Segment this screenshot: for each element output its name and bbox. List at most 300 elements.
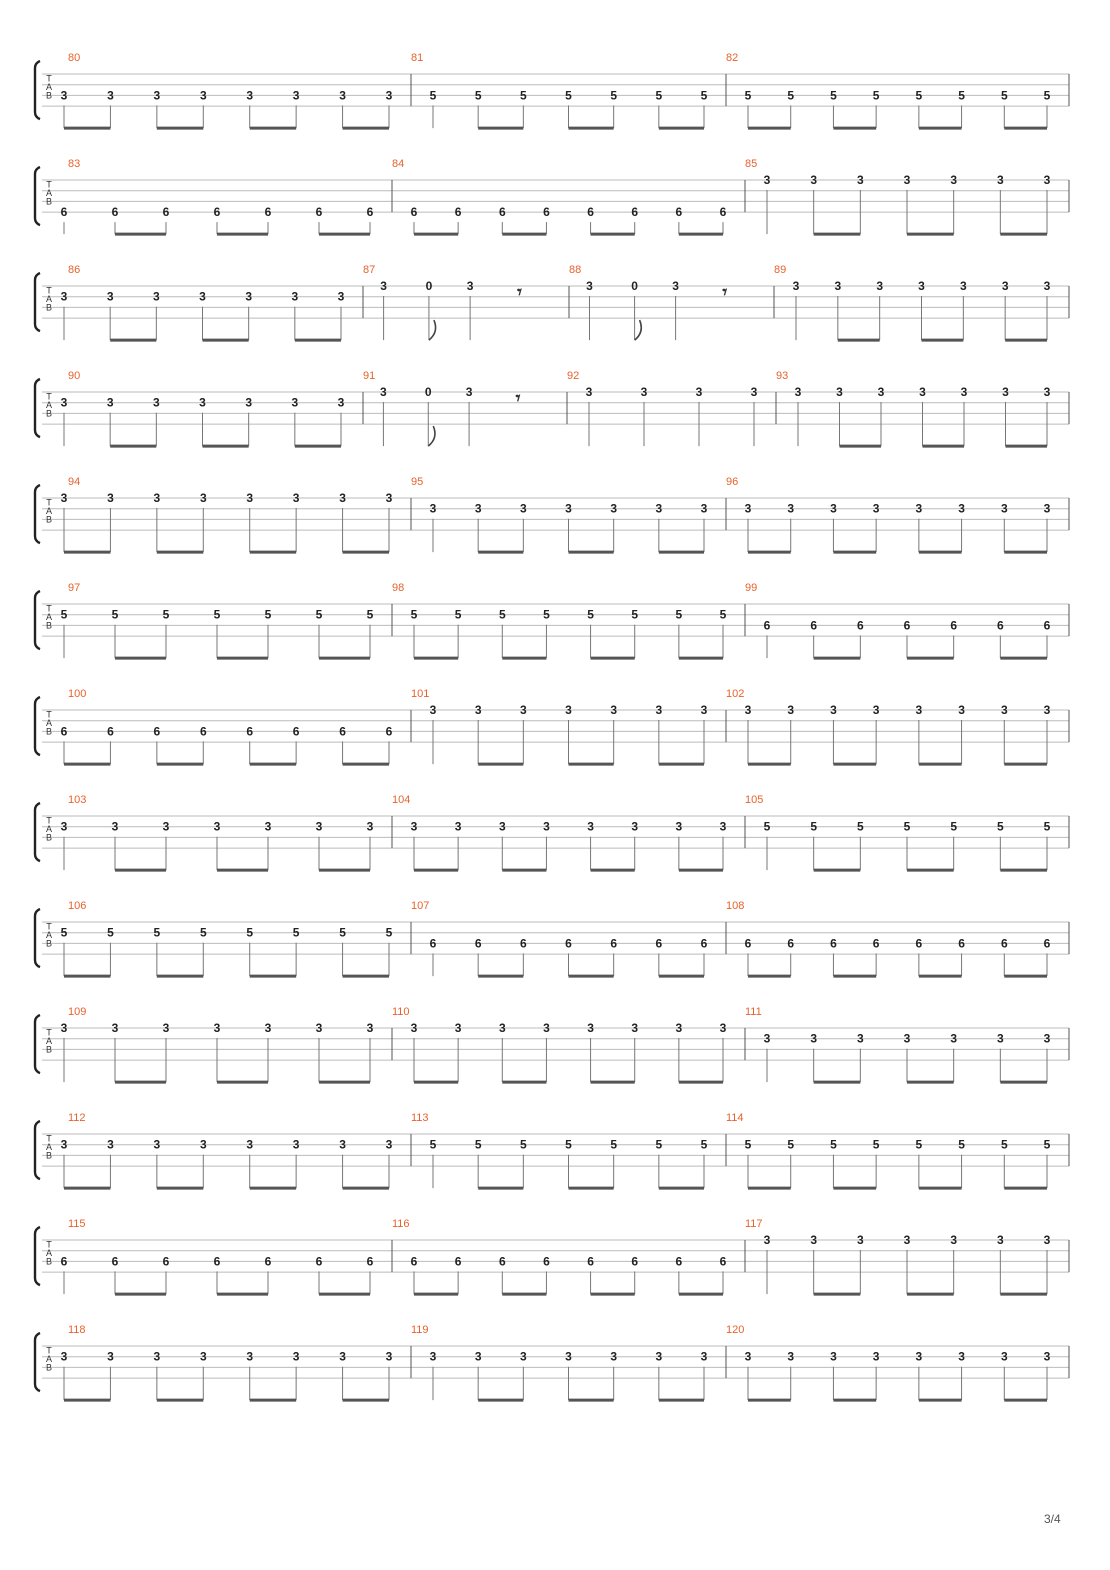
fret-number: 6 bbox=[339, 724, 346, 739]
system-bracket bbox=[35, 273, 40, 331]
tab-clef-letter: T bbox=[46, 709, 52, 720]
system-bracket bbox=[35, 167, 40, 225]
fret-number: 3 bbox=[1000, 501, 1008, 516]
fret-number: 5 bbox=[996, 819, 1004, 834]
fret-number: 3 bbox=[153, 1137, 161, 1152]
fret-number: 3 bbox=[60, 1021, 68, 1035]
fret-number: 3 bbox=[744, 703, 752, 717]
system-bracket bbox=[35, 803, 40, 861]
fret-number: 5 bbox=[856, 819, 864, 834]
tab-clef-letter: A bbox=[45, 506, 53, 516]
tab-clef-letter: B bbox=[45, 1150, 53, 1161]
fret-number: 6 bbox=[565, 936, 572, 951]
fret-number: 0 bbox=[424, 385, 432, 399]
fret-number: 6 bbox=[162, 1254, 170, 1269]
fret-number: 6 bbox=[111, 1254, 119, 1269]
fret-number: 5 bbox=[565, 1137, 572, 1152]
fret-number: 6 bbox=[315, 1254, 323, 1269]
system-bracket bbox=[35, 61, 40, 119]
fret-number: 5 bbox=[719, 607, 727, 622]
fret-number: 3 bbox=[1043, 1031, 1051, 1046]
fret-number: 3 bbox=[719, 819, 727, 834]
fret-number: 3 bbox=[810, 1233, 818, 1247]
fret-number: 5 bbox=[60, 925, 68, 940]
fret-number: 3 bbox=[213, 1021, 221, 1035]
measure-number: 119 bbox=[411, 1324, 429, 1336]
measure-number: 81 bbox=[411, 52, 424, 64]
fret-number: 3 bbox=[454, 819, 462, 834]
fret-number: 6 bbox=[587, 205, 594, 220]
tab-clef-letter: A bbox=[45, 930, 53, 940]
fret-number: 6 bbox=[744, 936, 752, 951]
system-bracket bbox=[35, 1333, 40, 1391]
fret-number: 3 bbox=[410, 1021, 418, 1035]
fret-number: 3 bbox=[744, 1349, 752, 1364]
fret-number: 3 bbox=[60, 289, 68, 304]
fret-number: 3 bbox=[199, 1349, 207, 1364]
measure-number: 95 bbox=[411, 476, 424, 488]
fret-number: 3 bbox=[655, 1349, 663, 1364]
fret-number: 6 bbox=[543, 1254, 550, 1269]
fret-number: 5 bbox=[830, 1137, 837, 1152]
fret-number: 5 bbox=[199, 925, 207, 940]
fret-number: 3 bbox=[339, 1137, 346, 1152]
tab-system bbox=[35, 900, 1069, 976]
tab-clef-letter: T bbox=[46, 1345, 52, 1356]
measure-number: 97 bbox=[68, 582, 81, 594]
note-flag bbox=[428, 426, 435, 446]
fret-number: 3 bbox=[1043, 501, 1051, 516]
fret-number: 3 bbox=[474, 703, 482, 717]
fret-number: 3 bbox=[1000, 703, 1008, 717]
fret-number: 3 bbox=[959, 279, 967, 293]
fret-number: 6 bbox=[429, 936, 437, 951]
eighth-rest: 𝄾 bbox=[722, 282, 728, 303]
fret-number: 3 bbox=[700, 703, 708, 717]
tab-clef-letter: B bbox=[45, 90, 53, 101]
measure-number: 106 bbox=[68, 900, 87, 912]
tab-clef-letter: B bbox=[45, 726, 53, 737]
fret-number: 3 bbox=[587, 819, 594, 834]
system-bracket bbox=[35, 485, 40, 543]
fret-number: 3 bbox=[246, 1137, 254, 1152]
fret-number: 3 bbox=[996, 1233, 1004, 1247]
fret-number: 3 bbox=[385, 1349, 393, 1364]
fret-number: 5 bbox=[543, 607, 550, 622]
tab-clef-letter: B bbox=[45, 832, 53, 843]
fret-number: 3 bbox=[750, 385, 758, 399]
tab-system bbox=[35, 582, 1069, 658]
system-bracket bbox=[35, 379, 40, 437]
fret-number: 3 bbox=[339, 491, 346, 505]
fret-number: 5 bbox=[744, 88, 752, 103]
system-bracket bbox=[35, 1227, 40, 1285]
note-flag bbox=[635, 320, 642, 340]
fret-number: 3 bbox=[763, 1031, 771, 1046]
tab-clef-letter: B bbox=[45, 196, 53, 207]
system-bracket bbox=[35, 1015, 40, 1073]
system-bracket bbox=[35, 1121, 40, 1179]
measure-number: 110 bbox=[392, 1006, 410, 1018]
fret-number: 5 bbox=[610, 88, 618, 103]
fret-number: 3 bbox=[958, 703, 965, 717]
fret-number: 3 bbox=[466, 279, 474, 293]
tab-clef-letter: B bbox=[45, 408, 53, 419]
fret-number: 5 bbox=[610, 1137, 618, 1152]
fret-number: 3 bbox=[744, 501, 752, 516]
fret-number: 3 bbox=[153, 491, 161, 505]
tab-clef-letter: B bbox=[45, 1362, 53, 1373]
fret-number: 3 bbox=[429, 703, 437, 717]
measure-number: 83 bbox=[68, 158, 81, 170]
fret-number: 3 bbox=[519, 703, 527, 717]
fret-number: 5 bbox=[700, 1137, 708, 1152]
fret-number: 6 bbox=[587, 1254, 594, 1269]
fret-number: 6 bbox=[1000, 936, 1008, 951]
system-bracket bbox=[35, 909, 40, 967]
tab-clef-letter: T bbox=[46, 179, 52, 190]
tab-system bbox=[35, 1006, 1069, 1082]
fret-number: 5 bbox=[213, 607, 221, 622]
fret-number: 3 bbox=[60, 1137, 68, 1152]
fret-number: 6 bbox=[519, 936, 527, 951]
fret-number: 3 bbox=[918, 279, 925, 293]
tab-clef-letter: A bbox=[45, 824, 53, 834]
fret-number: 3 bbox=[498, 1021, 506, 1035]
fret-number: 5 bbox=[111, 607, 119, 622]
fret-number: 3 bbox=[700, 1349, 708, 1364]
fret-number: 3 bbox=[111, 819, 119, 834]
fret-number: 6 bbox=[763, 618, 771, 633]
fret-number: 3 bbox=[339, 88, 346, 103]
fret-number: 5 bbox=[903, 819, 911, 834]
fret-number: 3 bbox=[996, 173, 1004, 187]
fret-number: 6 bbox=[872, 936, 880, 951]
fret-number: 3 bbox=[385, 88, 393, 103]
fret-number: 3 bbox=[586, 279, 593, 293]
fret-number: 3 bbox=[60, 395, 68, 410]
fret-number: 3 bbox=[246, 88, 254, 103]
fret-number: 5 bbox=[1043, 88, 1051, 103]
measure-number: 104 bbox=[392, 794, 411, 806]
fret-number: 5 bbox=[366, 607, 374, 622]
fret-number: 3 bbox=[919, 385, 926, 399]
fret-number: 3 bbox=[199, 395, 206, 410]
tab-clef-letter: A bbox=[45, 82, 53, 92]
fret-number: 6 bbox=[474, 936, 482, 951]
fret-number: 6 bbox=[810, 618, 818, 633]
fret-number: 3 bbox=[107, 1137, 114, 1152]
tab-clef-letter: T bbox=[46, 497, 52, 508]
fret-number: 3 bbox=[610, 1349, 618, 1364]
fret-number: 5 bbox=[872, 1137, 880, 1152]
fret-number: 3 bbox=[292, 88, 300, 103]
fret-number: 5 bbox=[153, 925, 161, 940]
fret-number: 3 bbox=[1043, 173, 1051, 187]
fret-number: 6 bbox=[292, 724, 300, 739]
fret-number: 6 bbox=[264, 205, 272, 220]
fret-number: 3 bbox=[429, 1349, 437, 1364]
fret-number: 3 bbox=[111, 1021, 119, 1035]
tab-clef-letter: T bbox=[46, 1027, 52, 1038]
eighth-rest: 𝄾 bbox=[517, 282, 522, 303]
fret-number: 5 bbox=[958, 1137, 965, 1152]
tab-clef-letter: A bbox=[45, 1354, 53, 1364]
fret-number: 6 bbox=[410, 205, 418, 220]
fret-number: 5 bbox=[246, 925, 254, 940]
fret-number: 6 bbox=[655, 936, 663, 951]
fret-number: 3 bbox=[519, 1349, 527, 1364]
tab-system bbox=[35, 52, 1069, 128]
fret-number: 3 bbox=[787, 703, 795, 717]
fret-number: 3 bbox=[337, 395, 345, 410]
fret-number: 3 bbox=[587, 1021, 594, 1035]
fret-number: 3 bbox=[856, 1233, 864, 1247]
fret-number: 6 bbox=[315, 205, 323, 220]
fret-number: 6 bbox=[498, 205, 506, 220]
fret-number: 3 bbox=[695, 385, 703, 399]
fret-number: 6 bbox=[903, 618, 911, 633]
fret-number: 3 bbox=[152, 395, 160, 410]
fret-number: 3 bbox=[245, 289, 253, 304]
measure-number: 114 bbox=[726, 1112, 744, 1124]
fret-number: 3 bbox=[950, 173, 958, 187]
fret-number: 3 bbox=[152, 289, 160, 304]
fret-number: 6 bbox=[856, 618, 864, 633]
fret-number: 6 bbox=[498, 1254, 506, 1269]
tab-clef-letter: B bbox=[45, 1256, 53, 1267]
fret-number: 3 bbox=[1043, 703, 1051, 717]
measure-number: 101 bbox=[411, 688, 430, 700]
fret-number: 3 bbox=[876, 279, 884, 293]
fret-number: 6 bbox=[454, 205, 462, 220]
fret-number: 5 bbox=[385, 925, 393, 940]
fret-number: 3 bbox=[834, 279, 842, 293]
fret-number: 5 bbox=[1000, 1137, 1008, 1152]
measure-number: 108 bbox=[726, 900, 745, 912]
fret-number: 3 bbox=[610, 501, 618, 516]
fret-number: 3 bbox=[107, 1349, 114, 1364]
fret-number: 3 bbox=[162, 819, 170, 834]
tab-system bbox=[35, 1324, 1069, 1400]
measure-number: 111 bbox=[745, 1006, 762, 1018]
fret-number: 5 bbox=[787, 88, 795, 103]
tab-clef-letter: A bbox=[45, 1142, 53, 1152]
tab-clef-letter: A bbox=[45, 294, 53, 304]
fret-number: 0 bbox=[631, 279, 638, 293]
fret-number: 5 bbox=[810, 819, 818, 834]
tab-system bbox=[35, 370, 1069, 446]
measure-number: 92 bbox=[567, 370, 580, 382]
fret-number: 3 bbox=[565, 501, 572, 516]
fret-number: 3 bbox=[410, 819, 418, 834]
fret-number: 3 bbox=[291, 395, 299, 410]
fret-number: 3 bbox=[465, 385, 473, 399]
eighth-rest: 𝄾 bbox=[515, 388, 521, 409]
measure-number: 112 bbox=[68, 1112, 86, 1124]
fret-number: 3 bbox=[655, 501, 663, 516]
tab-system bbox=[35, 1218, 1069, 1294]
fret-number: 3 bbox=[1043, 385, 1051, 399]
measure-number: 116 bbox=[392, 1218, 410, 1230]
fret-number: 3 bbox=[810, 173, 818, 187]
fret-number: 3 bbox=[380, 279, 387, 293]
measure-number: 102 bbox=[726, 688, 745, 700]
tab-clef-letter: T bbox=[46, 73, 52, 84]
fret-number: 5 bbox=[429, 1137, 437, 1152]
fret-number: 5 bbox=[830, 88, 837, 103]
fret-number: 5 bbox=[700, 88, 708, 103]
fret-number: 3 bbox=[903, 173, 911, 187]
fret-number: 5 bbox=[655, 88, 663, 103]
fret-number: 3 bbox=[950, 1031, 958, 1046]
measure-number: 85 bbox=[745, 158, 758, 170]
tab-system bbox=[35, 476, 1069, 552]
fret-number: 6 bbox=[213, 1254, 221, 1269]
fret-number: 3 bbox=[672, 279, 679, 293]
fret-number: 3 bbox=[872, 703, 880, 717]
fret-number: 3 bbox=[915, 1349, 923, 1364]
fret-number: 3 bbox=[366, 1021, 374, 1035]
fret-number: 3 bbox=[199, 289, 206, 304]
measure-number: 94 bbox=[68, 476, 81, 488]
fret-number: 3 bbox=[106, 395, 114, 410]
fret-number: 6 bbox=[199, 724, 207, 739]
fret-number: 5 bbox=[631, 607, 639, 622]
fret-number: 6 bbox=[830, 936, 837, 951]
note-flag bbox=[429, 320, 436, 340]
fret-number: 3 bbox=[292, 1349, 300, 1364]
fret-number: 3 bbox=[792, 279, 800, 293]
fret-number: 5 bbox=[60, 607, 68, 622]
fret-number: 3 bbox=[474, 501, 482, 516]
measure-number: 87 bbox=[363, 264, 376, 276]
measure-number: 98 bbox=[392, 582, 405, 594]
fret-number: 5 bbox=[565, 88, 572, 103]
fret-number: 6 bbox=[915, 936, 923, 951]
fret-number: 5 bbox=[915, 88, 923, 103]
tab-clef-letter: A bbox=[45, 612, 53, 622]
fret-number: 5 bbox=[587, 607, 594, 622]
fret-number: 3 bbox=[585, 385, 593, 399]
fret-number: 6 bbox=[60, 724, 68, 739]
fret-number: 6 bbox=[366, 205, 374, 220]
fret-number: 3 bbox=[474, 1349, 482, 1364]
fret-number: 6 bbox=[410, 1254, 418, 1269]
fret-number: 3 bbox=[830, 703, 837, 717]
fret-number: 6 bbox=[700, 936, 708, 951]
tab-clef-letter: A bbox=[45, 188, 53, 198]
fret-number: 5 bbox=[107, 925, 114, 940]
fret-number: 5 bbox=[872, 88, 880, 103]
fret-number: 3 bbox=[565, 703, 572, 717]
fret-number: 3 bbox=[291, 289, 299, 304]
measure-number: 88 bbox=[569, 264, 582, 276]
fret-number: 6 bbox=[543, 205, 550, 220]
tab-clef-letter: B bbox=[45, 1044, 53, 1055]
tab-clef-letter: A bbox=[45, 400, 53, 410]
tab-clef-letter: T bbox=[46, 815, 52, 826]
measure-number: 91 bbox=[363, 370, 376, 382]
fret-number: 3 bbox=[763, 173, 771, 187]
fret-number: 6 bbox=[60, 205, 68, 220]
fret-number: 3 bbox=[675, 1021, 683, 1035]
fret-number: 3 bbox=[794, 385, 802, 399]
fret-number: 3 bbox=[337, 289, 345, 304]
fret-number: 6 bbox=[1043, 618, 1051, 633]
tab-clef-letter: T bbox=[46, 1133, 52, 1144]
tab-system bbox=[35, 158, 1069, 234]
fret-number: 6 bbox=[246, 724, 254, 739]
system-bracket bbox=[35, 591, 40, 649]
fret-number: 3 bbox=[836, 385, 843, 399]
fret-number: 3 bbox=[631, 1021, 639, 1035]
fret-number: 3 bbox=[872, 501, 880, 516]
fret-number: 6 bbox=[675, 1254, 683, 1269]
fret-number: 3 bbox=[315, 819, 323, 834]
measure-number: 90 bbox=[68, 370, 81, 382]
fret-number: 5 bbox=[915, 1137, 923, 1152]
fret-number: 3 bbox=[640, 385, 648, 399]
fret-number: 3 bbox=[903, 1233, 911, 1247]
measure-number: 113 bbox=[411, 1112, 429, 1124]
fret-number: 3 bbox=[543, 1021, 550, 1035]
fret-number: 5 bbox=[454, 607, 462, 622]
fret-number: 5 bbox=[675, 607, 683, 622]
fret-number: 3 bbox=[315, 1021, 323, 1035]
fret-number: 3 bbox=[385, 1137, 393, 1152]
fret-number: 3 bbox=[264, 1021, 272, 1035]
fret-number: 6 bbox=[385, 724, 393, 739]
fret-number: 3 bbox=[429, 501, 437, 516]
measure-number: 105 bbox=[745, 794, 764, 806]
measure-number: 89 bbox=[774, 264, 787, 276]
fret-number: 3 bbox=[107, 491, 114, 505]
fret-number: 3 bbox=[675, 819, 683, 834]
fret-number: 3 bbox=[655, 703, 663, 717]
fret-number: 3 bbox=[719, 1021, 727, 1035]
measure-number: 80 bbox=[68, 52, 81, 64]
fret-number: 3 bbox=[264, 819, 272, 834]
fret-number: 6 bbox=[610, 936, 618, 951]
fret-number: 5 bbox=[1043, 819, 1051, 834]
fret-number: 5 bbox=[1000, 88, 1008, 103]
fret-number: 6 bbox=[454, 1254, 462, 1269]
fret-number: 3 bbox=[292, 1137, 300, 1152]
tab-system bbox=[35, 1112, 1069, 1188]
measure-number: 115 bbox=[68, 1218, 86, 1230]
fret-number: 3 bbox=[700, 501, 708, 516]
fret-number: 3 bbox=[213, 819, 221, 834]
fret-number: 3 bbox=[107, 88, 114, 103]
fret-number: 3 bbox=[1002, 385, 1009, 399]
tab-clef-letter: T bbox=[46, 921, 52, 932]
fret-number: 3 bbox=[498, 819, 506, 834]
fret-number: 5 bbox=[162, 607, 170, 622]
fret-number: 3 bbox=[787, 1349, 795, 1364]
tab-system bbox=[35, 688, 1069, 764]
fret-number: 3 bbox=[872, 1349, 880, 1364]
measure-number: 86 bbox=[68, 264, 81, 276]
tab-clef-letter: B bbox=[45, 302, 53, 313]
fret-number: 6 bbox=[366, 1254, 374, 1269]
fret-number: 3 bbox=[610, 703, 618, 717]
fret-number: 3 bbox=[830, 501, 837, 516]
tab-clef-letter: T bbox=[46, 603, 52, 614]
fret-number: 3 bbox=[60, 491, 68, 505]
fret-number: 5 bbox=[474, 1137, 482, 1152]
tab-clef-letter: B bbox=[45, 514, 53, 525]
